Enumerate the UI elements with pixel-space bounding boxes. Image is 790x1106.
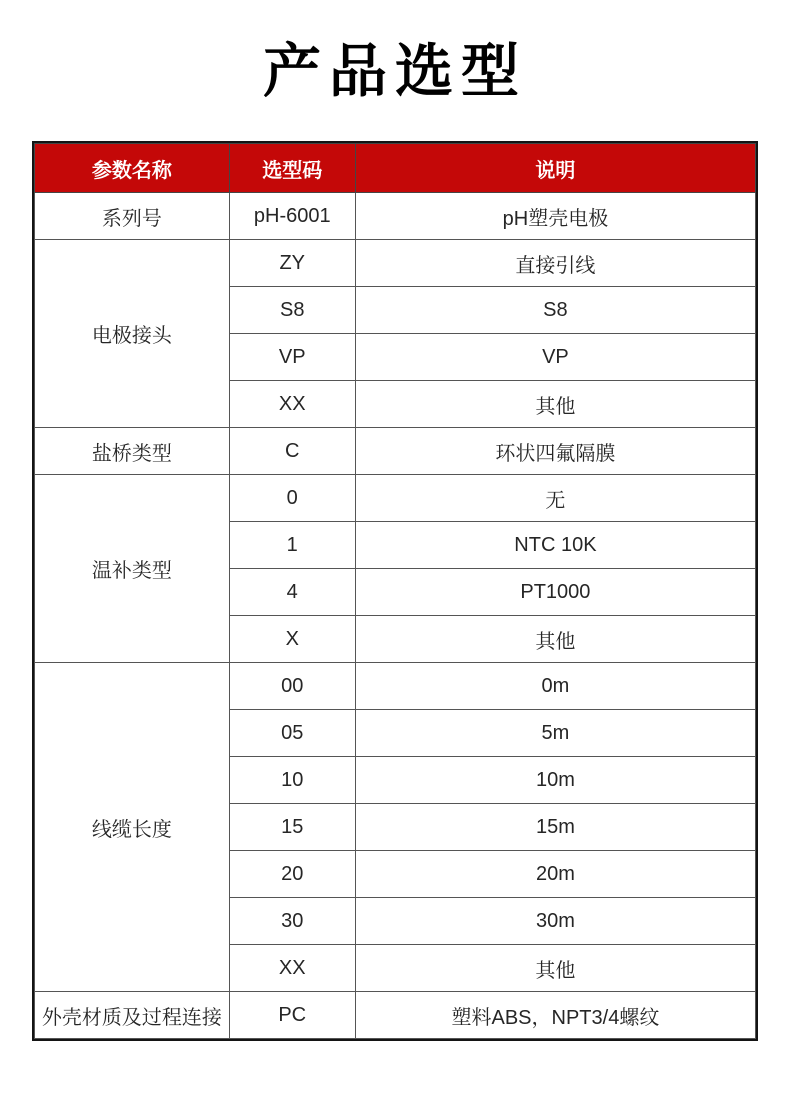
desc-cell: 20m: [355, 851, 755, 898]
desc-cell: 其他: [355, 616, 755, 663]
code-cell: 30: [229, 898, 355, 945]
code-cell: 0: [229, 475, 355, 522]
desc-cell: S8: [355, 287, 755, 334]
table-row: [35, 193, 756, 240]
desc-cell: PT1000: [355, 569, 755, 616]
code-cell: 4: [229, 569, 355, 616]
code-cell: 05: [229, 710, 355, 757]
param-cell-salt-bridge: 盐桥类型: [35, 428, 230, 475]
desc-cell: pH塑壳电极: [355, 193, 755, 240]
table-row: [35, 428, 756, 475]
param-cell-series: 系列号: [35, 193, 230, 240]
product-selection-table: [32, 141, 758, 1041]
desc-cell: 直接引线: [355, 240, 755, 287]
code-cell: 20: [229, 851, 355, 898]
param-cell-temp-comp: 温补类型: [35, 475, 230, 663]
table-row: [35, 475, 756, 522]
param-cell-housing: 外壳材质及过程连接: [35, 992, 230, 1039]
desc-cell: 其他: [355, 945, 755, 992]
code-cell: S8: [229, 287, 355, 334]
col-header-param-name: 参数名称: [35, 144, 230, 193]
code-cell: C: [229, 428, 355, 475]
desc-cell: 其他: [355, 381, 755, 428]
param-cell-cable-length: 线缆长度: [35, 663, 230, 992]
desc-cell: 无: [355, 475, 755, 522]
col-header-selection-code: 选型码: [229, 144, 355, 193]
code-cell: pH-6001: [229, 193, 355, 240]
desc-cell: VP: [355, 334, 755, 381]
col-header-description: 说明: [355, 144, 755, 193]
param-cell-connector: 电极接头: [35, 240, 230, 428]
code-cell: ZY: [229, 240, 355, 287]
desc-cell: NTC 10K: [355, 522, 755, 569]
code-cell: XX: [229, 381, 355, 428]
table-row: [35, 663, 756, 710]
code-cell: 00: [229, 663, 355, 710]
spec-table: [34, 143, 756, 1039]
code-cell: 15: [229, 804, 355, 851]
code-cell: 1: [229, 522, 355, 569]
desc-cell: 5m: [355, 710, 755, 757]
desc-cell: 15m: [355, 804, 755, 851]
page-title: 产品选型: [262, 39, 527, 104]
code-cell: X: [229, 616, 355, 663]
code-cell: XX: [229, 945, 355, 992]
table-row: [35, 240, 756, 287]
desc-cell: 环状四氟隔膜: [355, 428, 755, 475]
desc-cell: 10m: [355, 757, 755, 804]
code-cell: PC: [229, 992, 355, 1039]
header-row: [35, 144, 756, 193]
desc-cell: 塑料ABS，NPT3/4螺纹: [355, 992, 755, 1039]
desc-cell: 30m: [355, 898, 755, 945]
code-cell: VP: [229, 334, 355, 381]
desc-cell: 0m: [355, 663, 755, 710]
table-row: [35, 992, 756, 1039]
code-cell: 10: [229, 757, 355, 804]
